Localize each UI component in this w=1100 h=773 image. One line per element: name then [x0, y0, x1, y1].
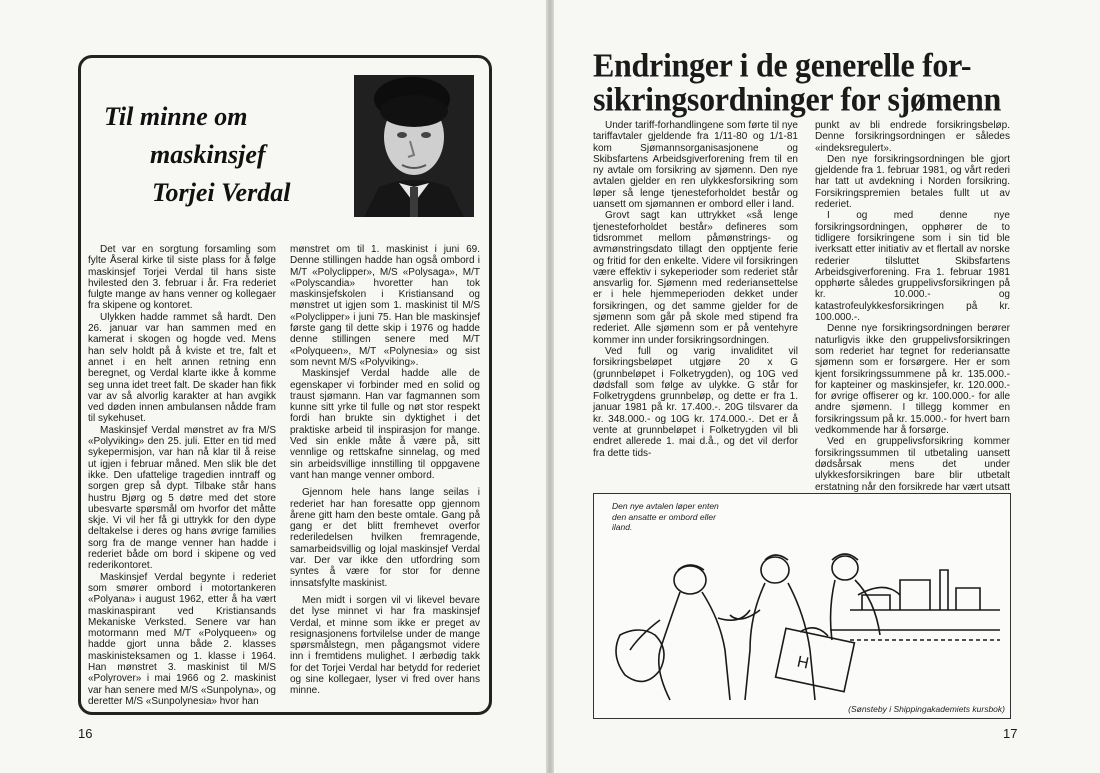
paragraph: Ulykken hadde rammet så hardt. Den 26. januar var han sammen med en kamerat i skogen og hogde ved. Mens han selv holdt på å kviste et tre, falt et annet i en helt annen retning enn beregnet, og Verdal klarte ikke å komme seg unna idet treet falt. De skader han fikk var av så alvorlig karakter at han avgikk ved døden innen ambulansen nådde fram til sykehuset. [88, 311, 276, 425]
paragraph: Maskinsjef Verdal hadde alle de egenskaper vi forbinder med en solid og traust sjømann. Han var fagmannen som kunne sitt yrke til fulle og nøt stor respekt fordi han brukte sin dyktighet i det praktiske arbeid til inspirasjon for mange. Ved sin enkle måte å være på, sitt vennlige og rettskafne sinnelag, og med sin arbeidsvillige innstilling til oppgavene vant han mange venner ombord. [290, 368, 480, 481]
article-text-column-2 [815, 120, 1010, 504]
paragraph: Det var en sorgtung forsamling som fylte Åseral kirke til siste plass for å følge maskinsjef Torjei Verdal til hans siste hvilested den 3. februar i år. Fra rederiet fulgte mange av hans venner og kollegaer fra skipene og kontoret. [88, 244, 276, 312]
paragraph: Ved en gruppelivsforsikring kommer forsikringssummen til utbetaling uansett dødsårsak mens det under ulykkesforsikringen bare blir utbetalt erstatning når den forsikrede har vært utsatt [815, 436, 1010, 493]
illustration-credit: (Sønsteby i Shippingakademiets kursbok) [848, 704, 1005, 714]
paragraph: Ved full og varig invaliditet vil forsikringsbeløpet utgjøre 20 x G (grunnbeløpet i Folketrygden), og 10G ved dødsfall som følge av ulykke. G står for Folketrygdens grunnbeløp, og dette er fra 1. januar 1981 på kr. 17.400.-. 20G tilsvarer da kr. 348.000.- og 10G kr. 174.000.-. Det er å vente at grunnbeløpet i Folketrygden vil bli endret allerede 1. mai d.å., og det vil derfor fra dette tids- [593, 345, 798, 459]
headline-line-1: Endringer i de generelle for- [593, 45, 972, 85]
paragraph: Men midt i sorgen vil vi likevel bevare det lyse minnet vi har fra maskinsjef Verdal, et minne som ikke er preget av resignasjonens fortvilelse under de mange spørsmålstegn, men pågangsmot videre inn i fremtidens mulighet. I ærbødig takk for det Torjei Verdal har betydd for rederiet og sine kollegaer, lyser vi fred over hans minne. [290, 594, 480, 697]
article-headline [593, 45, 1023, 118]
paragraph: Denne nye forsikringsordningen berører naturligvis ikke den gruppelivsforsikringen som rederiet har tegnet for rederiansatte sjømenn som er forsørgere. Her er som kjent forsikringssummene på kr. 135.000.- for kapteiner og maskinsjefer, kr. 120.000.- for øvrige offiserer og kr. 100.000.- for alle andre sjømenn. I tillegg kommer en forsikringssum på kr. 15.000.- for hvert barn vedkommende har å forsørge. [815, 323, 1010, 437]
headline-line-2: sikringsordninger for sjømenn [593, 79, 1001, 118]
paragraph: Grovt sagt kan uttrykket «så lenge tjenesteforholdet består» defineres som tidsrommet mellom påmønstrings- og avmønstringsdato tillagt den opptjente ferie og fritid for den enkelte. Videre vil forsikringen være effektiv i sykeperioder som rederiet står ansvarlig for. Sjømenn med rederiansettelse er i hele hjemmeperioden dekket under forsikringen, og det samme gjelder for de sjømenn som går på skole med stipend fra rederiet. Alle sjømenn som er på ventehyre kommer inn under forsikringsordningen. [593, 210, 798, 346]
memorial-title [92, 98, 322, 212]
memorial-title-line-2: maskinsjef [150, 140, 266, 169]
paragraph: Maskinsjef Verdal mønstret av fra M/S «Polyviking» den 25. juli. Etter en tid med sykepermisjon, var han nå klar til å reise ut igjen i februar måned. Men slik ble det ikke. Den ufattelige tragedien inntraff og sorgen grep så dypt. Tilbake står hans hustru Bjørg og 5 døtre med det store ubesvarte spørsmål om hvorfor det måtte skje. Vi vil her få gi uttrykk for den dype deltakelse i deres og hans øvrige families sorg fra de mange venner han hadde i rederiet både om bord i skipene og ved rederikontoret. [88, 424, 276, 572]
article-text-column-1 [593, 120, 798, 459]
cartoon-sailors-icon [600, 540, 1005, 705]
paragraph: punkt av bli endrede forsikringsbeløp. Denne forsikringsordningen er således «indeksregulert». [815, 120, 1010, 154]
paragraph: Den nye forsikringsordningen ble gjort gjeldende fra 1. februar 1981, og vårt rederi har tatt ut avdekning i Norden forsikring. Forsikringspremien betales fullt ut av rederiet. [815, 153, 1010, 211]
paragraph: I og med denne nye forsikringsordningen, opphører de to tidligere forsikringene som i sin tid ble iverksatt etter initiativ av et flertall av norske rederier tilsluttet Skibsfartens Arbeidsgiverforening. Fra 1. februar 1981 opphørte således gruppelivsforsikringen på kr. 10.000.- og katastrofeulykkesforsikringen på kr. 100.000.-. [815, 210, 1010, 324]
paragraph: Maskinsjef Verdal begynte i rederiet som smører ombord i motortankeren «Polyana» i august 1962, etter å ha vært maskinaspirant ved Kristiansands Mekaniske Verksted. Senere var han motormann med M/T «Polyqueen» og hadde gjort unna både 2. klasses maskinisteksamen og 1. klasse i 1964. Han mønstret 3. maskinist til M/S «Polyrover» i mai 1966 og 2. maskinist var han senere med M/S «Sunpolyna», og deretter M/S «Sunpolynesia» hvor han [88, 571, 276, 707]
memorial-title-line-3: Torjei Verdal [152, 178, 291, 207]
paragraph: Gjennom hele hans lange seilas i rederiet har han foresatte opp gjennom årene gitt ham den beste omtale. Gang på gang er det blitt fremhevet overfor rederiledelsen hvilken fremragende, samarbeidsvillig og lojal maskinsjef Verdal var. Der var ikke den utfordring som syntes å være for stor for denne innsatsfylte maskinist. [290, 487, 480, 589]
memorial-text-column-2 [290, 244, 480, 697]
portrait-photo [354, 75, 474, 217]
page-gutter [546, 0, 554, 773]
illustration-caption: Den nye avtalen løper enten den ansatte er ombord eller iland. [612, 501, 719, 532]
memorial-text-column-1 [88, 244, 276, 707]
paragraph: mønstret om til 1. maskinist i juni 69. Denne stillingen hadde han også ombord i M/T «Polyclipper», M/S «Polysaga», M/T «Polyscandia» hvoretter han tok maskinsjefskolen i Kristiansand og mønstret ut igjen som 1. maskinist til M/S «Polyclipper» i juni 75. Han ble maskinsjef første gang til dette skip i 1976 og hadde denne stillingen senere med M/T «Polyqueen», M/T «Polynesia» og sist som nevnt M/S «Polyviking». [290, 244, 480, 368]
paragraph: Under tariff-forhandlingene som førte til nye tariffavtaler gjeldende fra 1/11-80 og 1/1-81 kom Sjømannsorganisasjonene og Skibsfartens Arbeidsgiverforening frem til en ny avtale om forsikring av sjømenn. Den nye avtalen gjelder en ren ulykkesforsikring som løper så lenge tjenesteforholdet består og uansett om sjømannen er ombord eller i land. [593, 120, 798, 211]
memorial-title-line-1: Til minne om [104, 102, 248, 131]
portrait-image-icon [354, 75, 474, 217]
svg-text:H: H [795, 653, 811, 673]
page-number-right: 17 [1003, 726, 1018, 741]
page-number-left: 16 [78, 726, 93, 741]
